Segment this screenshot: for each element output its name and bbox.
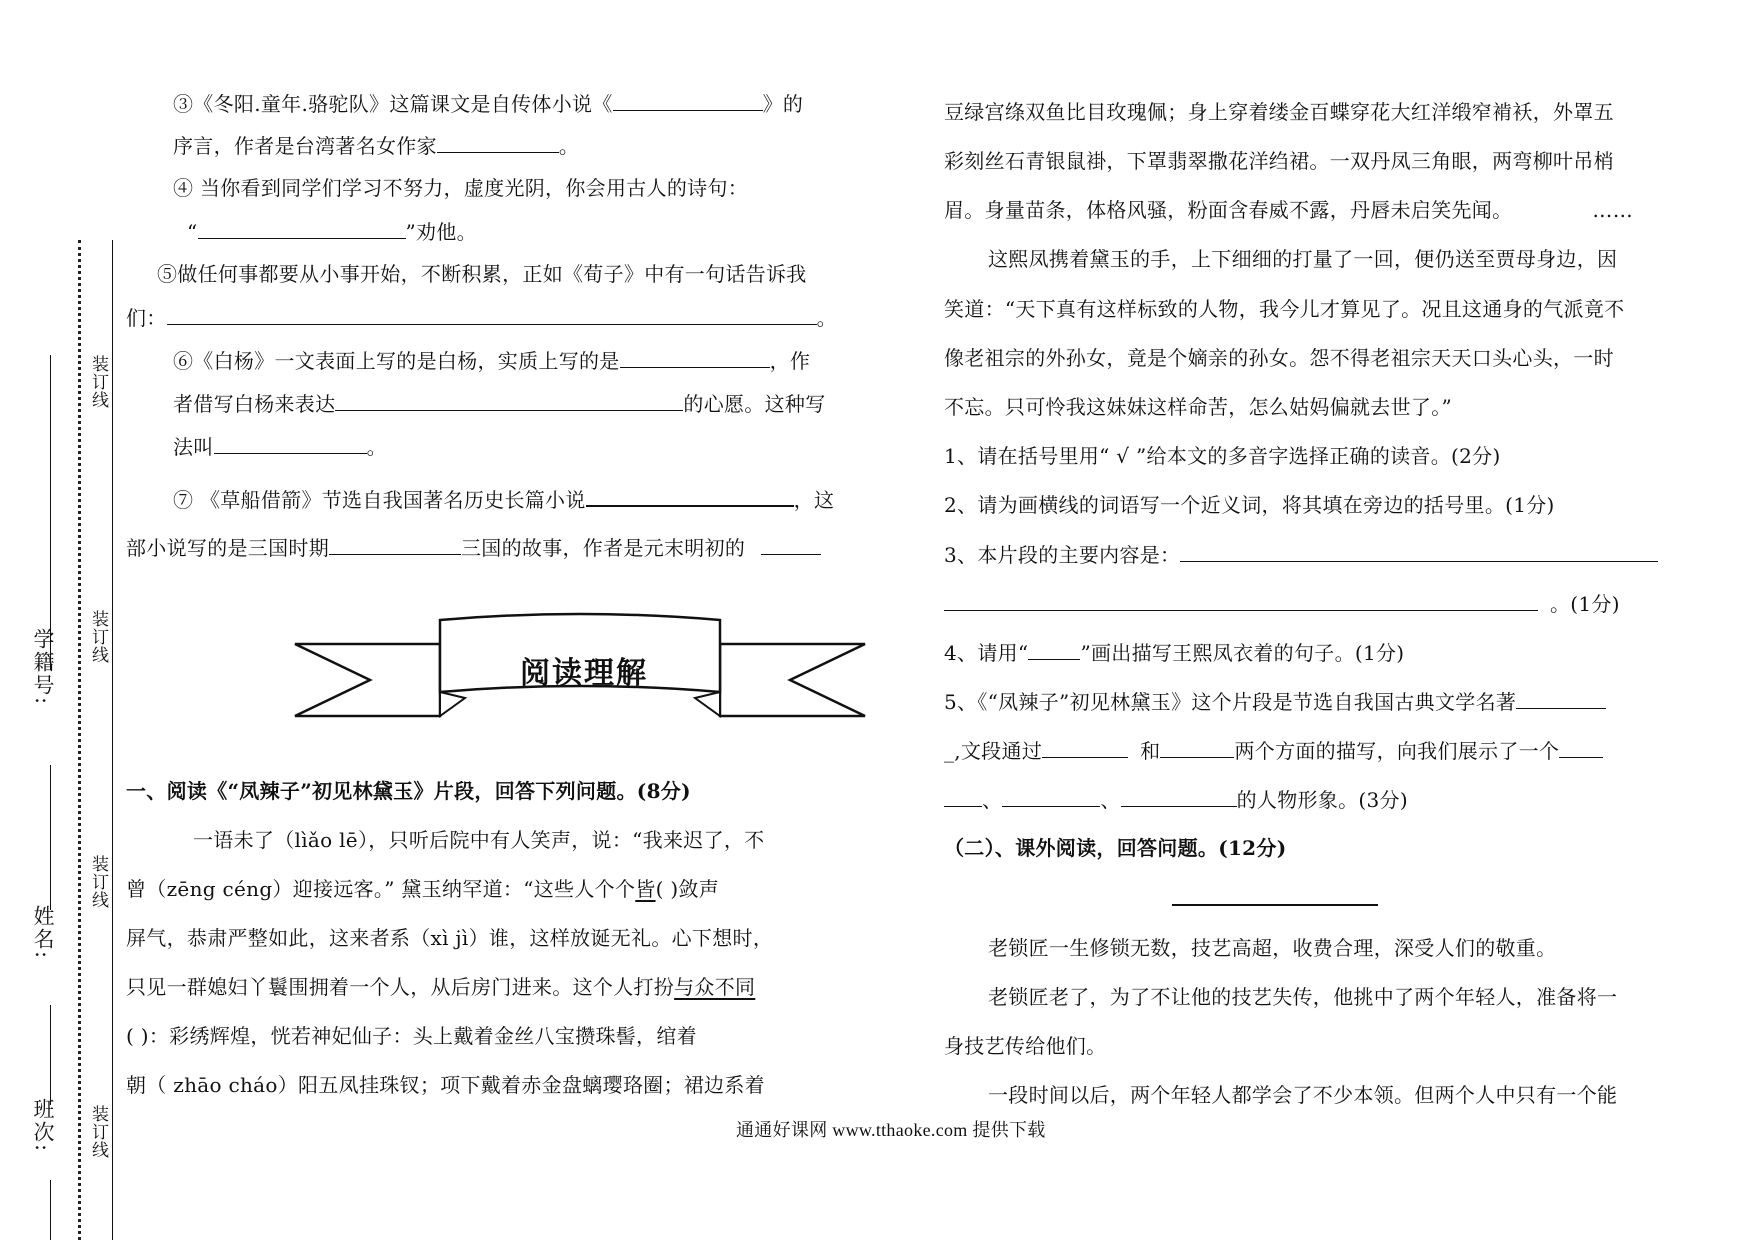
answer-blank[interactable] bbox=[167, 302, 817, 325]
question-5-line-1: ⑤做任何事都要从小事开始，不断积累，正如《荀子》中有一句话告诉我 bbox=[157, 262, 807, 286]
binding-line-3 bbox=[50, 1005, 51, 1105]
passage-line-5: ( )：彩绣辉煌，恍若神妃仙子：头上戴着金丝八宝攒珠髻，绾着 bbox=[126, 1024, 697, 1048]
passage-line-4: 只见一群媳妇丫鬟围拥着一个人，从后房门进来。这个人打扮与众不同 bbox=[126, 975, 756, 999]
passage-line-1: 一语未了（lìǎo lē），只听后院中有人笑声，说：“我来迟了，不 bbox=[193, 828, 765, 852]
underlined-phrase: 与众不同 bbox=[674, 975, 756, 999]
cut-dotted-line bbox=[78, 240, 81, 1240]
story-paragraph-2-line-1: 老锁匠老了，为了不让他的技艺失传，他挑中了两个年轻人，准备将一 bbox=[988, 985, 1618, 1009]
underlined-word: 皆 bbox=[635, 877, 656, 901]
story-paragraph-1: 老锁匠一生修锁无数，技艺高超，收费合理，深受人们的敬重。 bbox=[988, 936, 1557, 960]
binding-line-1 bbox=[50, 355, 51, 670]
question-6-line-1: ⑥《白杨》一文表面上写的是白杨，实质上写的是 ，作 bbox=[173, 345, 810, 376]
question-4-line-2: “ ”劝他。 bbox=[187, 216, 477, 247]
school-id-label: 学籍号: bbox=[31, 628, 55, 707]
answer-blank[interactable] bbox=[1028, 637, 1080, 660]
passage-line-2: 曾（zēng céng）迎接远客。” 黛玉纳罕道：“这些人个个皆( )敛声 bbox=[126, 877, 720, 901]
binding-line-2 bbox=[50, 765, 51, 910]
question-4-line-1: ④ 当你看到同学们学习不努力，虚度光阴，你会用古人的诗句： bbox=[173, 176, 749, 200]
reading-question-5: 5、《“凤辣子”初见林黛玉》这个片段是节选自我国古典文学名著 bbox=[944, 686, 1606, 717]
answer-blank[interactable] bbox=[944, 784, 982, 807]
section-2-title: （二）、课外阅读，回答问题。(12分) bbox=[944, 836, 1287, 860]
question-3-line-2: 序言，作者是台湾著名女作家 。 bbox=[173, 130, 579, 161]
reading-question-3: 3、本片段的主要内容是： bbox=[944, 539, 1658, 570]
answer-blank[interactable] bbox=[214, 431, 367, 454]
answer-blank[interactable] bbox=[586, 483, 794, 507]
passage-right-line-4: 这熙凤携着黛玉的手，上下细细的打量了一回，便仍送至贾母身边，因 bbox=[988, 247, 1618, 271]
story-title-line bbox=[1172, 904, 1378, 906]
passage-right-line-2: 彩刻丝石青银鼠褂，下罩翡翠撒花洋绉裙。一双丹凤三角眼，两弯柳叶吊梢 bbox=[944, 149, 1614, 173]
question-7-line-1: ⑦ 《草船借箭》节选自我国著名历史长篇小说 ，这 bbox=[173, 483, 834, 515]
binding-line-4 bbox=[50, 1180, 51, 1240]
reading-question-4: 4、请用“ ”画出描写王熙凤衣着的句子。(1分) bbox=[944, 637, 1404, 668]
answer-blank[interactable] bbox=[620, 345, 770, 368]
reading-question-5-line-2: _,文段通过 和 两个方面的描写，向我们展示了一个 bbox=[944, 735, 1603, 766]
question-3-line-1: ③《冬阳.童年.骆驼队》这篇课文是自传体小说《 》的 bbox=[173, 88, 803, 119]
answer-blank[interactable] bbox=[1002, 784, 1100, 807]
passage-line-3: 屏气，恭肃严整如此，这来者系（xì jì）谁，这样放诞无礼。心下想时， bbox=[126, 926, 774, 950]
cut-line-label-1: 装订线 bbox=[88, 355, 108, 409]
answer-blank[interactable] bbox=[761, 532, 821, 555]
banner-title: 阅读理解 bbox=[520, 656, 648, 691]
passage-right-line-6: 像老祖宗的外孙女，竟是个嫡亲的孙女。怨不得老祖宗天天口头心头，一时 bbox=[944, 346, 1614, 370]
reading-question-3-line-2: 。(1分) bbox=[944, 588, 1620, 619]
reading-question-5-line-3: 、 、 的人物形象。(3分) bbox=[944, 784, 1408, 815]
answer-blank[interactable] bbox=[437, 130, 559, 153]
answer-blank[interactable] bbox=[1160, 735, 1234, 758]
answer-blank[interactable] bbox=[1516, 686, 1606, 709]
question-6-line-3: 法叫 。 bbox=[173, 431, 387, 462]
story-paragraph-3: 一段时间以后，两个年轻人都学会了不少本领。但两个人中只有一个能 bbox=[988, 1083, 1618, 1107]
answer-blank[interactable] bbox=[944, 588, 1538, 611]
cut-line-label-4: 装订线 bbox=[88, 1105, 108, 1159]
passage-right-line-3: 眉。身量苗条，体格风骚，粉面含春威不露，丹唇未启笑先闻。 …… bbox=[944, 198, 1634, 222]
reading-question-2: 2、请为画横线的词语写一个近义词，将其填在旁边的括号里。(1分) bbox=[944, 493, 1555, 517]
answer-blank[interactable] bbox=[1180, 539, 1658, 562]
cut-line-label-2: 装订线 bbox=[88, 610, 108, 664]
passage-right-line-1: 豆绿宫绦双鱼比目玫瑰佩；身上穿着缕金百蝶穿花大红洋缎窄褃袄，外罩五 bbox=[944, 100, 1614, 124]
cut-solid-line bbox=[112, 240, 113, 1240]
answer-blank[interactable] bbox=[1042, 735, 1128, 758]
cut-line-label-3: 装订线 bbox=[88, 855, 108, 909]
class-label: 班次: bbox=[31, 1098, 55, 1154]
answer-blank[interactable] bbox=[1559, 735, 1603, 758]
answer-blank[interactable] bbox=[198, 216, 406, 239]
passage-line-6: 朝（ zhāo cháo）阳五凤挂珠钗；项下戴着赤金盘螭璎珞圈；裙边系着 bbox=[126, 1073, 765, 1097]
answer-blank[interactable] bbox=[613, 88, 763, 111]
answer-blank[interactable] bbox=[1121, 784, 1237, 807]
question-6-line-2: 者借写白杨来表达 的心愿。这种写 bbox=[173, 388, 826, 419]
story-paragraph-2-line-2: 身技艺传给他们。 bbox=[944, 1034, 1107, 1058]
question-7-line-2: 部小说写的是三国时期 三国的故事，作者是元末明初的 bbox=[126, 532, 821, 563]
answer-blank[interactable] bbox=[329, 532, 461, 555]
answer-blank[interactable] bbox=[335, 388, 683, 411]
reading-question-1: 1、请在括号里用“ √ ”给本文的多音字选择正确的读音。(2分) bbox=[944, 444, 1501, 468]
footer-source: 通通好课网 www.tthaoke.com 提供下载 bbox=[736, 1120, 1046, 1140]
question-5-line-2: 们： 。 bbox=[126, 302, 837, 333]
passage-right-line-5: 笑道：“天下真有这样标致的人物，我今儿才算见了。况且这通身的气派竟不 bbox=[944, 297, 1625, 321]
passage-right-line-7: 不忘。只可怜我这妹妹这样命苦，怎么姑妈偏就去世了。” bbox=[944, 395, 1453, 419]
section-1-title: 一、阅读《“凤辣子”初见林黛玉》片段，回答下列问题。(8分) bbox=[126, 779, 691, 803]
name-label: 姓名: bbox=[31, 905, 55, 961]
